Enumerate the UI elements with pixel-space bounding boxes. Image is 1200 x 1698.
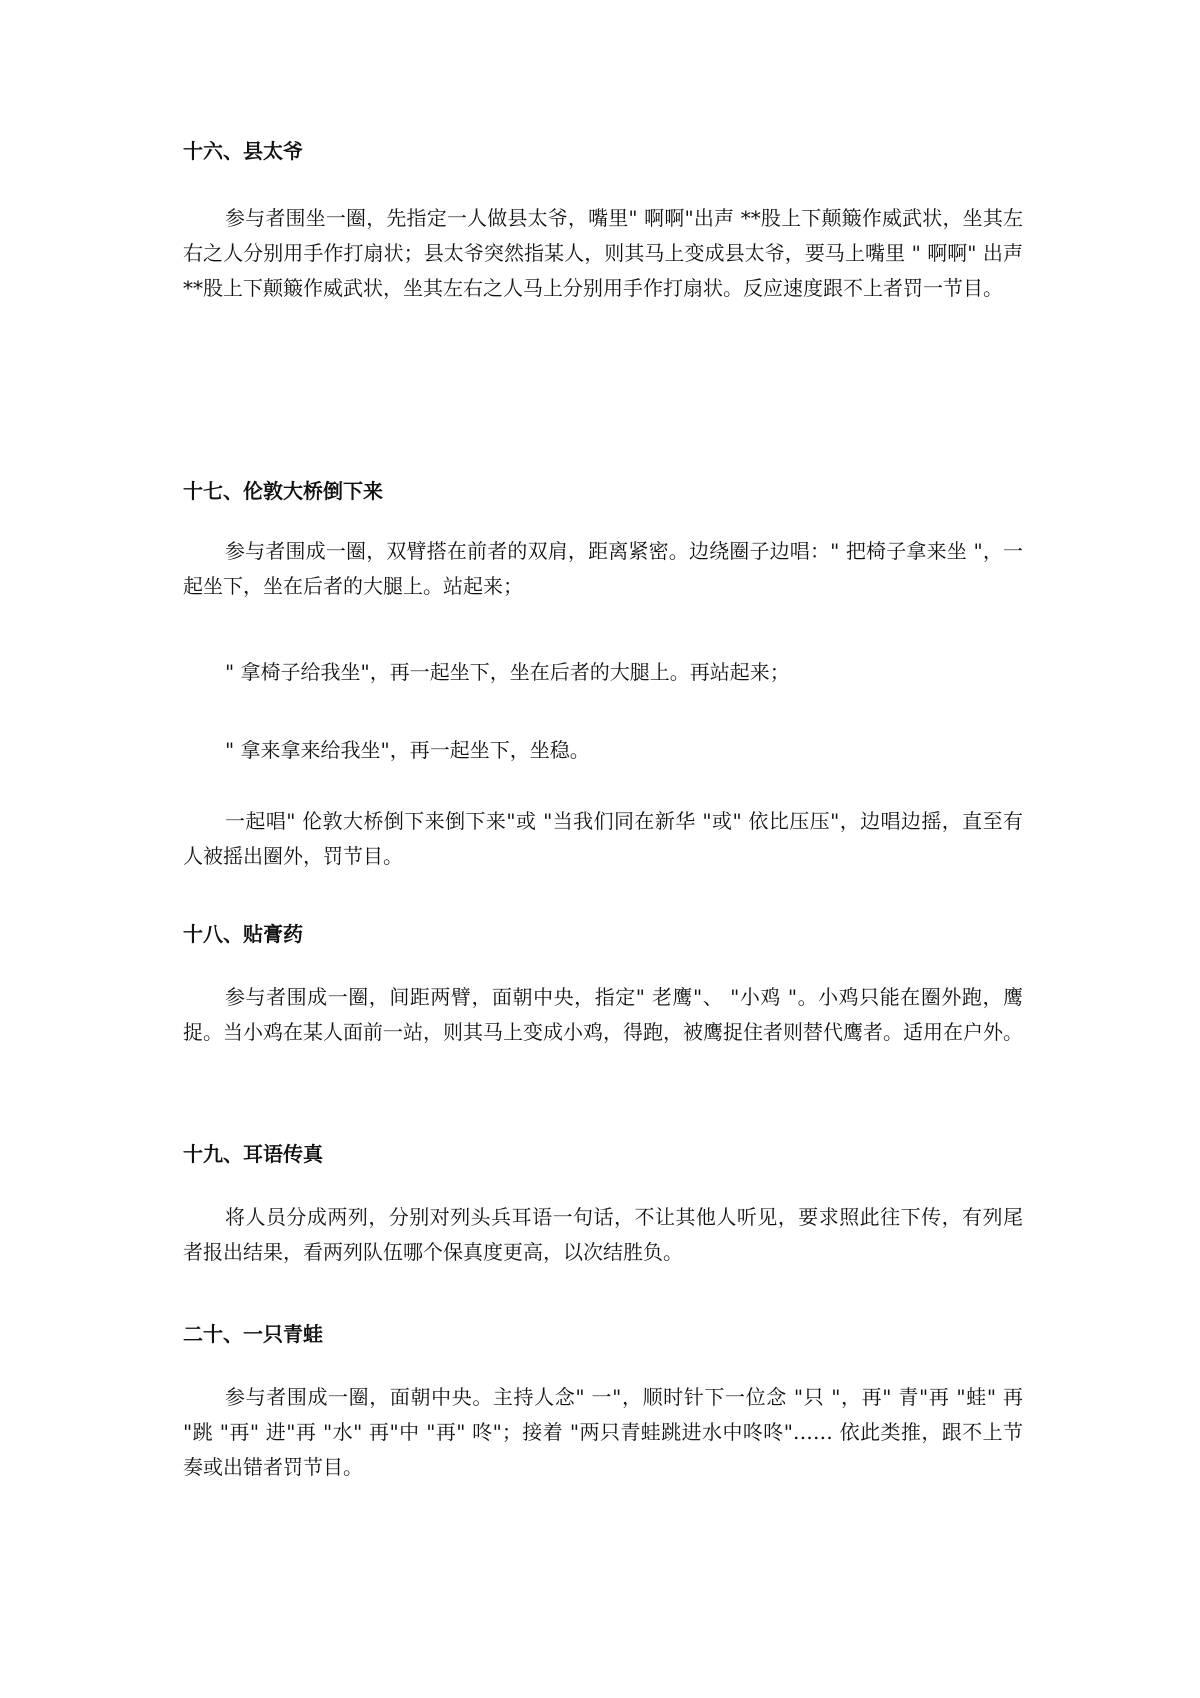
section-heading-16: 十六、县太爷 <box>183 139 303 163</box>
section-18-paragraph: 参与者围成一圈，间距两臂，面朝中央，指定" 老鹰"、 "小鸡 "。小鸡只能在圈外跑，鹰捉。当小鸡在某人面前一站，则其马上变成小鸡，得跑，被鹰捉住者则替代鹰者。适用在户外。 <box>183 985 1023 1044</box>
section-heading-19: 十九、耳语传真 <box>183 1142 323 1166</box>
section-17-paragraph-1: 参与者围成一圈，双臂搭在前者的双肩，距离紧密。边绕圈子边唱：" 把椅子拿来坐 "，一起坐下，坐在后者的大腿上。站起来； <box>183 539 1023 598</box>
section-17-paragraph-4: 一起唱" 伦敦大桥倒下来倒下来"或 "当我们同在新华 "或" 依比压压"，边唱边摇，直至有人被摇出圈外，罚节目。 <box>183 809 1023 868</box>
section-20-paragraph: 参与者围成一圈，面朝中央。主持人念" 一"，顺时针下一位念 "只 "，再" 青"再 "蛙" 再 "跳 "再" 进"再 "水" 再"中 "再" 咚"；接着 "两只青蛙跳进水中咚咚"…… 依此类推，跟不上节奏或出错者罚节目。 <box>183 1385 1030 1479</box>
section-19-paragraph: 将人员分成两列，分别对列头兵耳语一句话，不让其他人听见，要求照此往下传，有列尾者报出结果，看两列队伍哪个保真度更高，以次结胜负。 <box>183 1205 1023 1264</box>
section-16-paragraph: 参与者围坐一圈，先指定一人做县太爷，嘴里" 啊啊"出声 **股上下颠簸作威武状，坐其左右之人分别用手作打扇状；县太爷突然指某人，则其马上变成县太爷，要马上嘴里 " 啊啊" 出声**股上下颠簸作威武状，坐其左右之人马上分别用手作打扇状。反应速度跟不上者罚一节目。 <box>183 206 1023 300</box>
section-heading-20: 二十、一只青蛙 <box>183 1322 323 1346</box>
section-17-paragraph-3: " 拿来拿来给我坐"，再一起坐下，坐稳。 <box>225 738 590 762</box>
section-17-paragraph-2: " 拿椅子给我坐"，再一起坐下，坐在后者的大腿上。再站起来； <box>225 660 790 684</box>
section-heading-17: 十七、伦敦大桥倒下来 <box>183 479 383 503</box>
section-heading-18: 十八、贴膏药 <box>183 922 303 946</box>
